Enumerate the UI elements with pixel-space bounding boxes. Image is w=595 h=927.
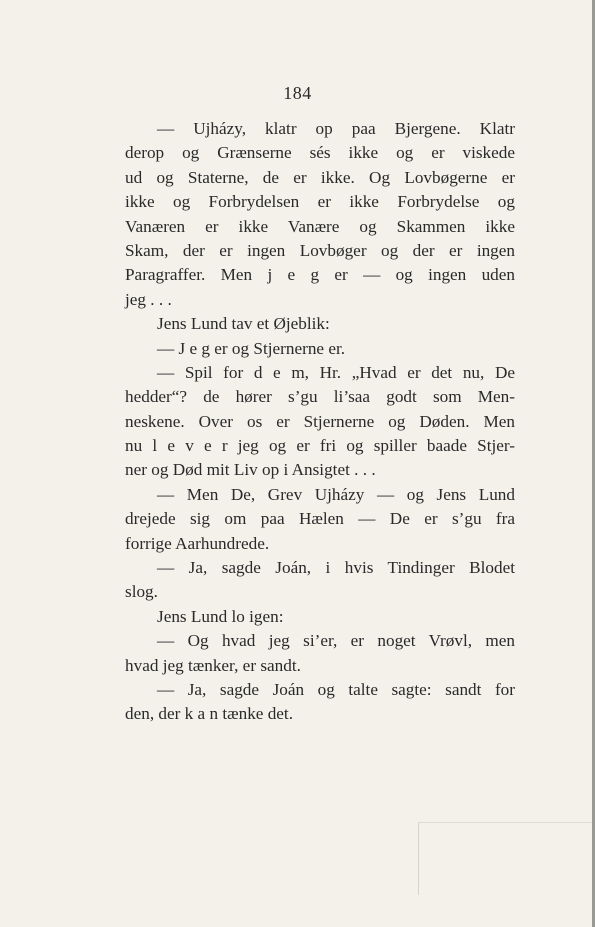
page-number: 184 — [283, 83, 312, 103]
text-line: hedder“? de hører s’gu li’saa godt som Men- — [125, 387, 515, 407]
text-line: Skam, der er ingen Lovbøger og der er ingen — [125, 240, 515, 260]
text-line: hvad jeg tænker, er sandt. — [125, 655, 301, 675]
text-line: den, der k a n tænke det. — [125, 704, 294, 724]
text-line: neskene. Over os er Stjernerne og Døden. Men — [125, 411, 515, 431]
text-line: — Men De, Grev Ujházy — og Jens Lund — [157, 484, 515, 504]
text-line: forrige Aarhundrede. — [125, 533, 270, 553]
text-line: ikke og Forbrydelsen er ikke Forbrydelse og — [125, 192, 515, 212]
text-line: Paragraffer. Men j e g er — og ingen uden — [125, 265, 515, 285]
body-text — [125, 117, 515, 727]
text-line: Jens Lund lo igen: — [157, 606, 284, 626]
text-line: — Ja, sagde Joán, i hvis Tindinger Blodet — [157, 558, 515, 578]
text-line: ner og Død mit Liv op i Ansigtet . . . — [125, 460, 376, 480]
text-line: drejede sig om paa Hælen — De er s’gu fra — [125, 509, 515, 529]
text-line: derop og Grænserne sés ikke og er viskede — [125, 143, 515, 163]
text-line: jeg . . . — [125, 289, 172, 309]
text-line: — Ja, sagde Joán og talte sagte: sandt for — [157, 679, 515, 699]
text-line: Vanæren er ikke Vanære og Skammen ikke — [125, 216, 515, 236]
page-mark — [418, 822, 594, 895]
text-line: slog. — [125, 582, 158, 602]
text-line: nu l e v e r jeg og er fri og spiller baade Stjer- — [125, 436, 515, 456]
text-line: Jens Lund tav et Øjeblik: — [157, 314, 330, 334]
text-line: ud og Staterne, de er ikke. Og Lovbøgerne er — [125, 167, 515, 187]
text-line: — J e g er og Stjernerne er. — [157, 338, 346, 358]
text-line: — Og hvad jeg si’er, er noget Vrøvl, men — [157, 631, 515, 651]
text-line: — Ujházy, klatr op paa Bjergene. Klatr — [157, 119, 515, 138]
text-line: — Spil for d e m, Hr. „Hvad er det nu, De — [157, 362, 515, 382]
